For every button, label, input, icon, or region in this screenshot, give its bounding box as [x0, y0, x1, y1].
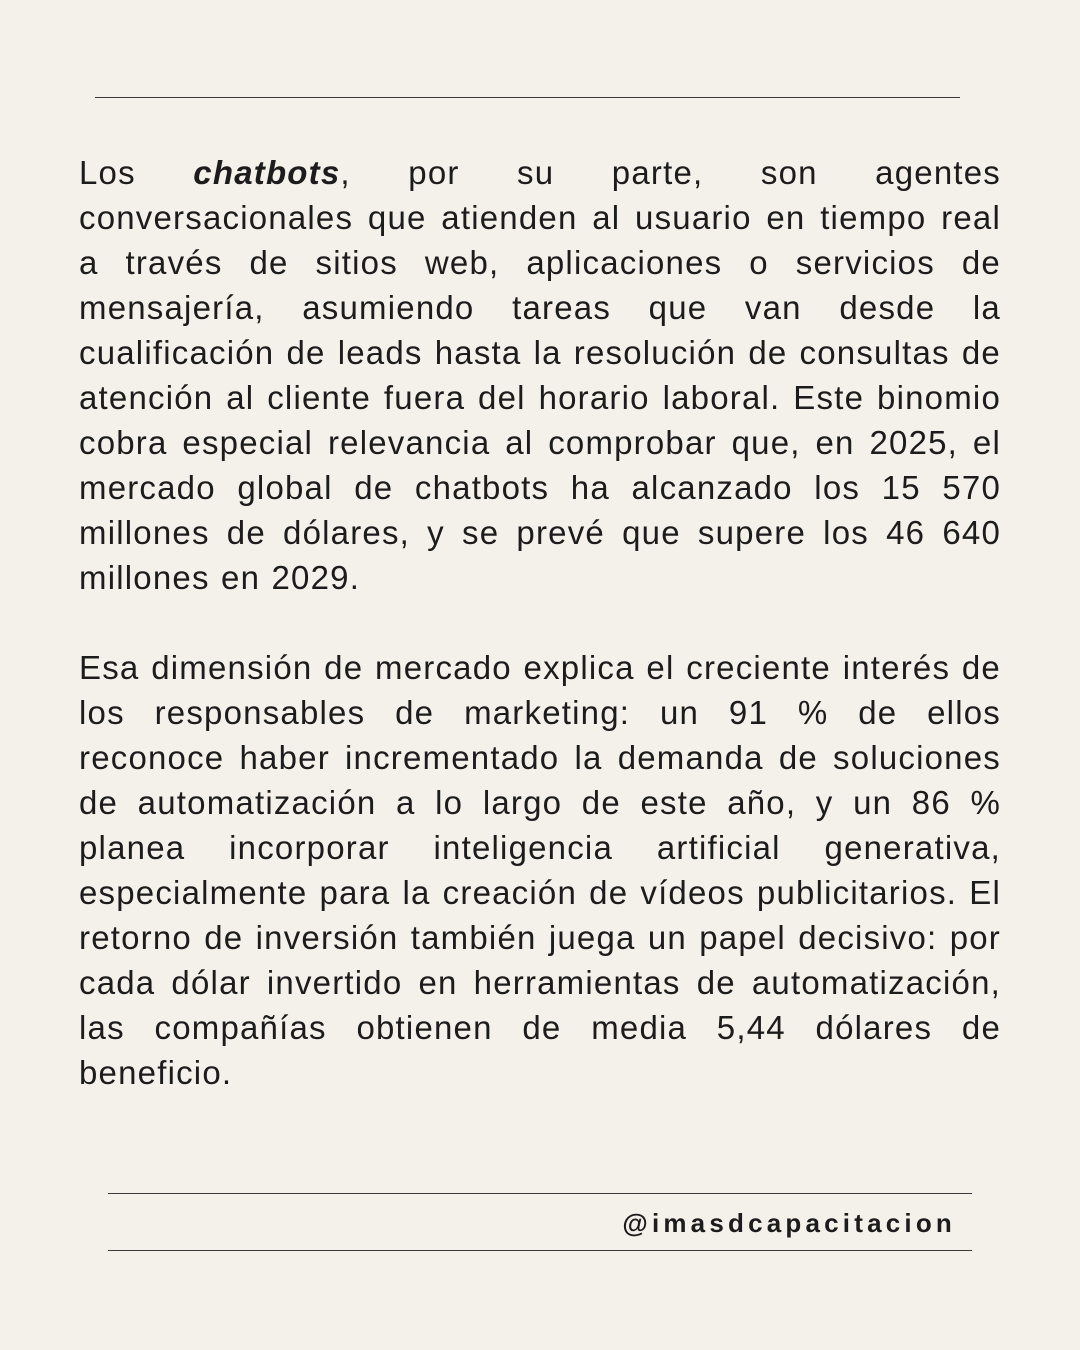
chatbots-emphasis: chatbots [193, 154, 341, 191]
footer-divider-top [108, 1193, 972, 1194]
top-divider [95, 97, 960, 98]
footer-divider-bottom [108, 1250, 972, 1251]
paragraph-2: Esa dimensión de mercado explica el creciente interés de los responsables de marketing: un 91 % de ellos reconoce haber incrementado la demanda de soluciones de automatización a lo largo de este año, y un 86 % planea incorporar inteligencia artificial generativa, especialmente para la creación de vídeos publicitarios. El retorno de inversión también juega un papel decisivo: por cada dólar invertido en herramientas de automatización, las compañías obtienen de media 5,44 dólares de beneficio. [79, 649, 1001, 1091]
article-body [79, 150, 1001, 1095]
paragraph-1-lead: Los [79, 154, 194, 191]
social-handle[interactable]: @imasdcapacitacion [622, 1208, 956, 1238]
paragraph-1 [79, 150, 1001, 600]
paragraph-1-rest: , por su parte, son agentes conversacionales que atienden al usuario en tiempo real a través de sitios web, aplicaciones o servicios de mensajería, asumiendo tareas que van desde la cualificación de leads hasta la resolución de consultas de atención al cliente fuera del horario laboral. Este binomio cobra especial relevancia al comprobar que, en 2025, el mercado global de chatbots ha alcanzado los 15 570 millones de dólares, y se prevé que supere los 46 640 millones en 2029. [79, 154, 1001, 596]
